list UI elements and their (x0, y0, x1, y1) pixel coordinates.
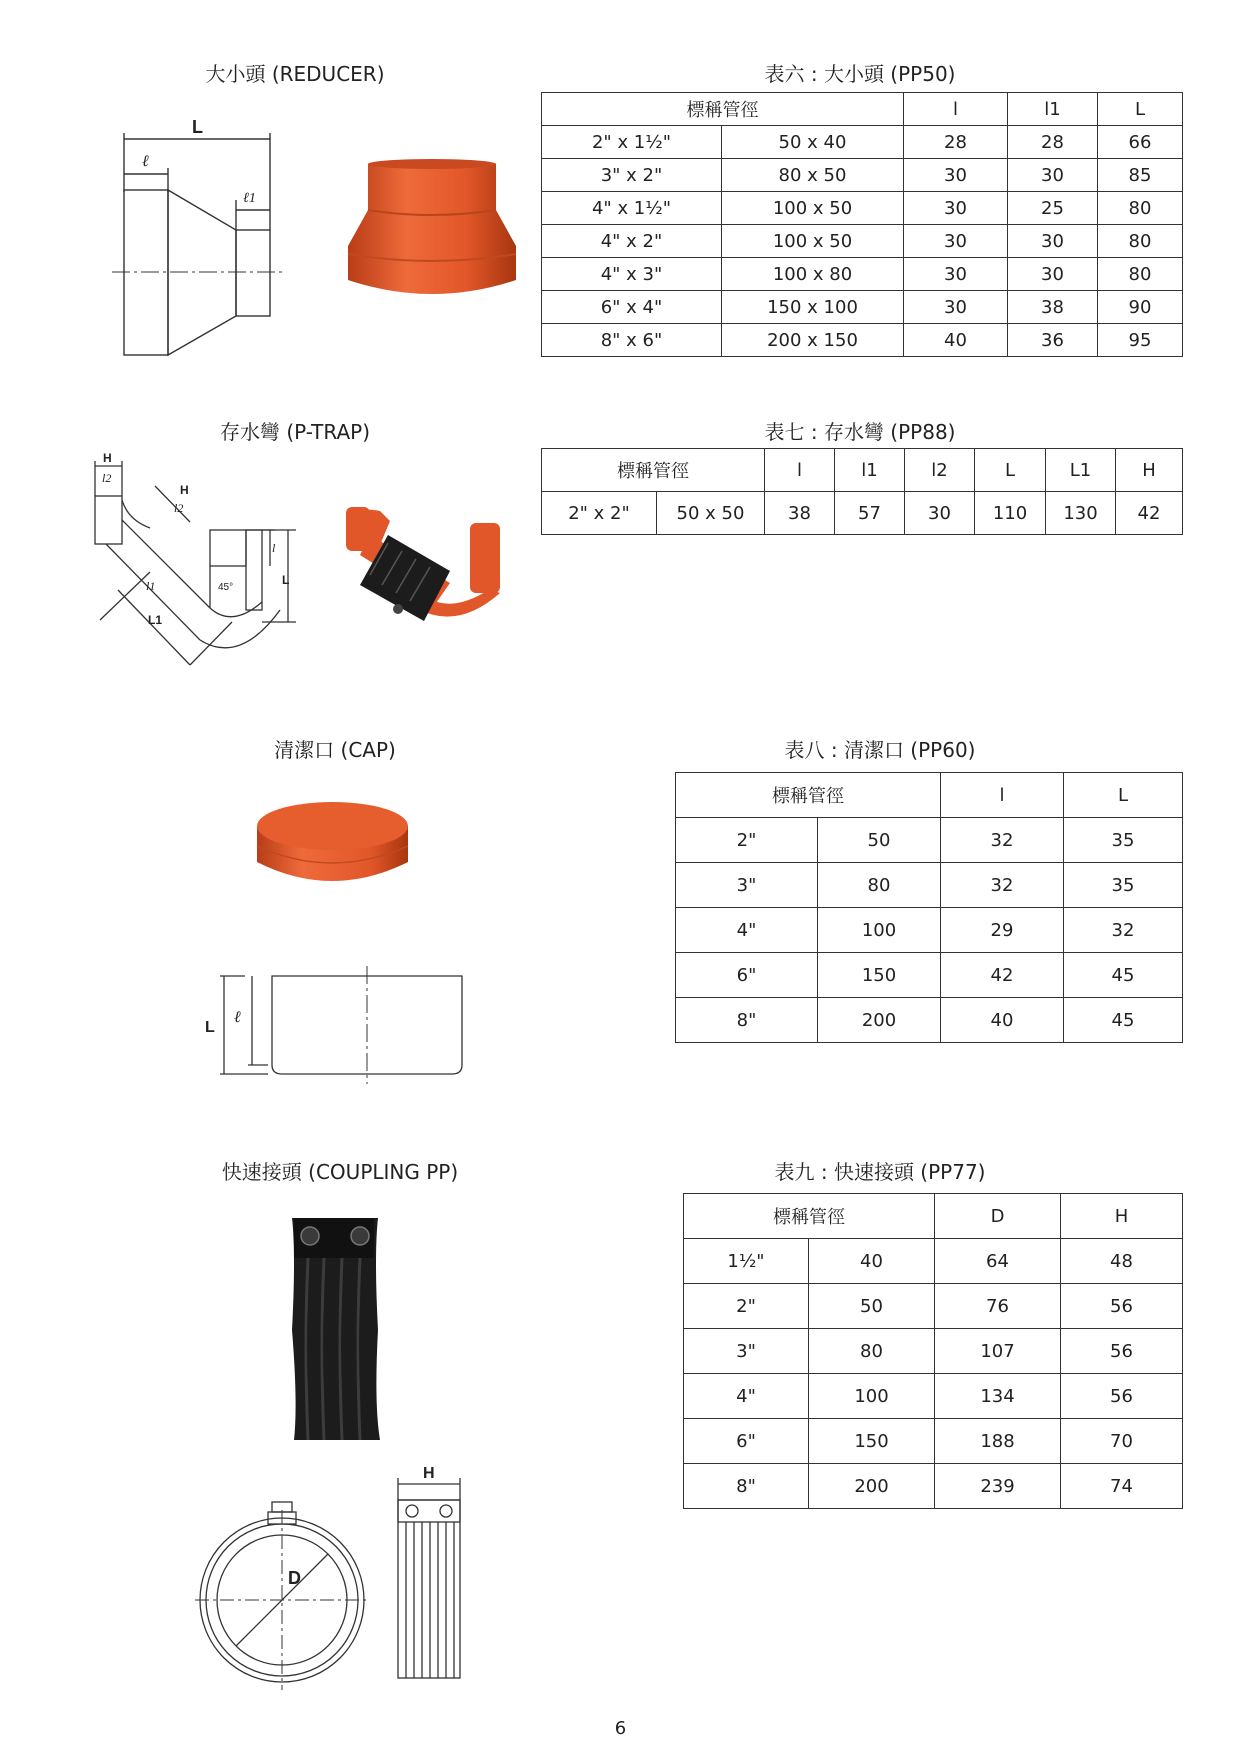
table-row (684, 1284, 1183, 1329)
cap-title: 清潔口 (CAP) (274, 738, 396, 762)
table6-header-l1: l1 (1008, 93, 1098, 126)
table-cell: 38 (765, 492, 835, 535)
reducer-title: 大小頭 (REDUCER) (205, 62, 385, 86)
table-cell: 200 (809, 1464, 935, 1509)
table-row (676, 998, 1183, 1043)
table-cell: 76 (935, 1284, 1061, 1329)
table-cell: 50 (818, 818, 941, 863)
table9-title: 表九 : 快速接頭 (PP77) (774, 1160, 986, 1184)
ptrap-label-l2-diag: l2 (174, 501, 184, 515)
table7-header-H: H (1116, 449, 1183, 492)
table-cell: 150 (818, 953, 941, 998)
table6-header-L: L (1098, 93, 1183, 126)
table-cell: 29 (941, 908, 1064, 953)
table-cell: 56 (1061, 1284, 1183, 1329)
table-cell: 150 (809, 1419, 935, 1464)
table-cell: 95 (1098, 324, 1183, 357)
reducer-label-l1: ℓ1 (243, 191, 256, 206)
table-cell: 30 (904, 258, 1008, 291)
table7-header-l: l (765, 449, 835, 492)
table-cell: 32 (941, 863, 1064, 908)
table7-header-l2: l2 (905, 449, 975, 492)
table-cell: 85 (1098, 159, 1183, 192)
table-cell: 80 (818, 863, 941, 908)
table-cell: 80 (809, 1329, 935, 1374)
table-cell: 40 (809, 1239, 935, 1284)
table7-title: 表七 : 存水彎 (PP88) (764, 420, 956, 444)
table8-header-l: l (941, 773, 1064, 818)
table-cell: 100 x 50 (722, 225, 904, 258)
table-row (542, 291, 1183, 324)
coupling-photo (286, 1214, 382, 1446)
table7-header-size: 標稱管徑 (542, 449, 765, 492)
table-row (542, 258, 1183, 291)
table7-header-l1: l1 (835, 449, 905, 492)
table-cell: 30 (905, 492, 975, 535)
table-cell: 8" (676, 998, 818, 1043)
table-cell: 3" (676, 863, 818, 908)
table-row (684, 1419, 1183, 1464)
reducer-label-l: ℓ (142, 153, 149, 170)
table-cell: 28 (1008, 126, 1098, 159)
table-row (676, 818, 1183, 863)
table-cell: 3" (684, 1329, 809, 1374)
coupling-label-H: H (423, 1465, 435, 1482)
table-cell: 4" (676, 908, 818, 953)
table-cell: 30 (1008, 225, 1098, 258)
table-cell: 40 (904, 324, 1008, 357)
table-cell: 100 x 50 (722, 192, 904, 225)
table-cell: 130 (1046, 492, 1116, 535)
table6-header-size: 標稱管徑 (542, 93, 904, 126)
table-cell: 35 (1064, 863, 1183, 908)
table-row (676, 863, 1183, 908)
table-row (684, 1329, 1183, 1374)
table-cell: 50 (809, 1284, 935, 1329)
table-cell: 107 (935, 1329, 1061, 1374)
table-row (684, 1239, 1183, 1284)
table-cell: 100 (818, 908, 941, 953)
table-cell: 74 (1061, 1464, 1183, 1509)
table-cell: 30 (904, 225, 1008, 258)
ptrap-label-L: L (282, 573, 290, 587)
table-cell: 6" x 4" (542, 291, 722, 324)
table-cell: 70 (1061, 1419, 1183, 1464)
table8-header-size: 標稱管徑 (676, 773, 941, 818)
ptrap-label-H-diag: H (180, 483, 189, 497)
table-cell: 110 (975, 492, 1046, 535)
table-cell: 50 x 50 (657, 492, 765, 535)
table-cell: 3" x 2" (542, 159, 722, 192)
table-cell: 4" x 2" (542, 225, 722, 258)
table-cell: 36 (1008, 324, 1098, 357)
table-cell: 42 (1116, 492, 1183, 535)
table-cell: 80 x 50 (722, 159, 904, 192)
table-cell: 56 (1061, 1329, 1183, 1374)
table-cell: 57 (835, 492, 905, 535)
table6-title: 表六 : 大小頭 (PP50) (764, 62, 956, 86)
table-cell: 4" (684, 1374, 809, 1419)
cap-photo (255, 800, 410, 900)
table7 (541, 448, 1183, 535)
table-cell: 90 (1098, 291, 1183, 324)
table-cell: 66 (1098, 126, 1183, 159)
ptrap-label-l: l (272, 541, 276, 555)
table8 (675, 772, 1183, 1043)
table-cell: 25 (1008, 192, 1098, 225)
table9-header-D: D (935, 1194, 1061, 1239)
table-cell: 134 (935, 1374, 1061, 1419)
table9-header-size: 標稱管徑 (684, 1194, 935, 1239)
table-row (684, 1374, 1183, 1419)
table-cell: 48 (1061, 1239, 1183, 1284)
reducer-photo (348, 158, 518, 303)
table-cell: 28 (904, 126, 1008, 159)
table-row (542, 225, 1183, 258)
table-cell: 45 (1064, 953, 1183, 998)
table9 (683, 1193, 1183, 1509)
table-cell: 56 (1061, 1374, 1183, 1419)
table-cell: 80 (1098, 192, 1183, 225)
table-cell: 200 x 150 (722, 324, 904, 357)
page-number: 6 (614, 1718, 627, 1739)
table-cell: 38 (1008, 291, 1098, 324)
ptrap-label-angle: 45° (218, 582, 234, 593)
table-cell: 80 (1098, 258, 1183, 291)
ptrap-label-H-top: H (103, 451, 112, 465)
table-cell: 188 (935, 1419, 1061, 1464)
cap-label-L: L (205, 1019, 215, 1036)
table-cell: 2" (676, 818, 818, 863)
table-cell: 64 (935, 1239, 1061, 1284)
reducer-label-L: L (192, 117, 203, 137)
table-cell: 8" x 6" (542, 324, 722, 357)
table-row (676, 908, 1183, 953)
table-cell: 80 (1098, 225, 1183, 258)
ptrap-photo (340, 505, 512, 625)
table-cell: 150 x 100 (722, 291, 904, 324)
table-cell: 30 (1008, 159, 1098, 192)
table-cell: 30 (904, 291, 1008, 324)
table-cell: 2" x 2" (542, 492, 657, 535)
ptrap-label-l1: l1 (146, 579, 156, 593)
ptrap-label-L1: L1 (148, 613, 163, 627)
table-row (542, 159, 1183, 192)
table-row (684, 1464, 1183, 1509)
ptrap-title: 存水彎 (P-TRAP) (219, 420, 370, 444)
table-row (542, 192, 1183, 225)
table-cell: 100 (809, 1374, 935, 1419)
table-cell: 2" x 1½" (542, 126, 722, 159)
table-cell: 239 (935, 1464, 1061, 1509)
table-cell: 42 (941, 953, 1064, 998)
table-cell: 4" x 1½" (542, 192, 722, 225)
table7-header-L1: L1 (1046, 449, 1116, 492)
coupling-label-D: D (288, 1568, 301, 1588)
table-row (676, 953, 1183, 998)
table-cell: 6" (676, 953, 818, 998)
table7-header-L: L (975, 449, 1046, 492)
table-cell: 4" x 3" (542, 258, 722, 291)
table-cell: 40 (941, 998, 1064, 1043)
table6-header-l: l (904, 93, 1008, 126)
table-cell: 30 (1008, 258, 1098, 291)
table9-header-H: H (1061, 1194, 1183, 1239)
table-cell: 6" (684, 1419, 809, 1464)
coupling-title: 快速接頭 (COUPLING PP) (221, 1160, 459, 1184)
table-cell: 50 x 40 (722, 126, 904, 159)
table-cell: 1½" (684, 1239, 809, 1284)
table-cell: 2" (684, 1284, 809, 1329)
table8-title: 表八 : 清潔口 (PP60) (784, 738, 976, 762)
table-row (542, 492, 1183, 535)
table-row (542, 324, 1183, 357)
ptrap-label-l2: l2 (102, 471, 112, 485)
table8-header-L: L (1064, 773, 1183, 818)
table-cell: 32 (941, 818, 1064, 863)
table-cell: 30 (904, 192, 1008, 225)
cap-label-l: ℓ (234, 1009, 241, 1026)
table-row (542, 126, 1183, 159)
table-cell: 32 (1064, 908, 1183, 953)
table-cell: 35 (1064, 818, 1183, 863)
table-cell: 30 (904, 159, 1008, 192)
table-cell: 100 x 80 (722, 258, 904, 291)
table-cell: 8" (684, 1464, 809, 1509)
table-cell: 45 (1064, 998, 1183, 1043)
table-cell: 200 (818, 998, 941, 1043)
table6 (541, 92, 1183, 357)
